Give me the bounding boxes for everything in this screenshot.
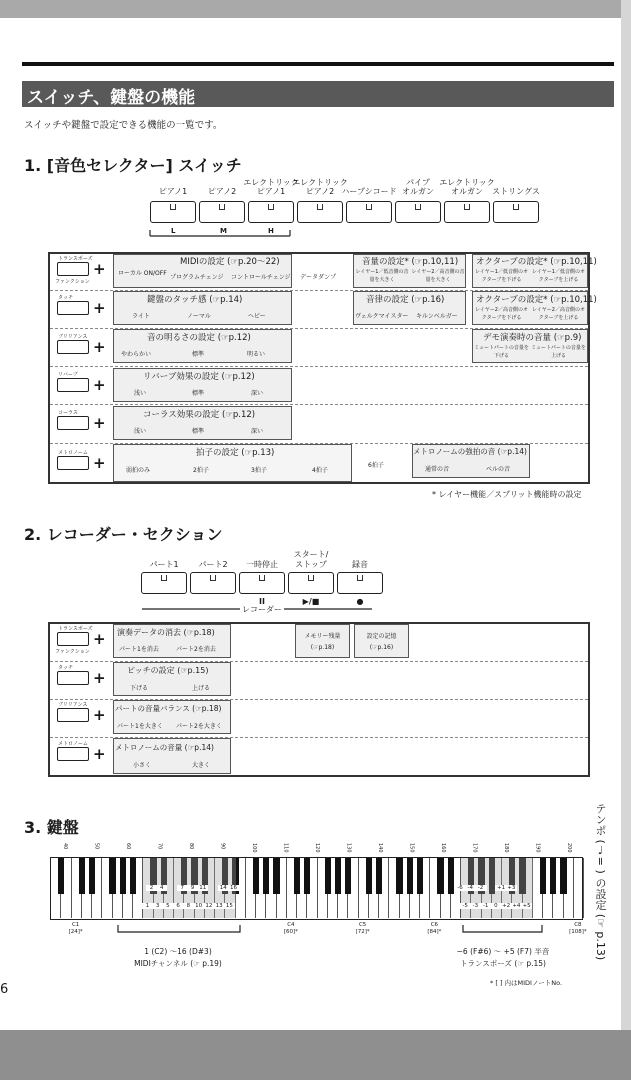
- button-label: ピアノ1: [256, 187, 286, 196]
- octave2-title: オクターブの設定* (☞p.10,11): [476, 295, 597, 305]
- tempo-caption: テンポ (♩= ) の設定 (☞ p.13): [594, 803, 607, 961]
- beat-4: 4拍子: [312, 467, 328, 474]
- button-label: オルガン: [402, 187, 434, 196]
- balance-part1: パート1を大きく: [117, 723, 163, 730]
- midi-white-number: 10: [195, 903, 203, 909]
- plus-sign: +: [93, 338, 106, 356]
- tempo-number: 180: [503, 843, 509, 853]
- beat-2: 2拍子: [193, 467, 209, 474]
- s2-function-button[interactable]: [57, 632, 89, 646]
- transpose-white-number: -1: [481, 903, 491, 909]
- black-key[interactable]: [79, 858, 85, 894]
- bright-standard: 標準: [192, 351, 205, 358]
- octave2-down: レイヤー2／高音側のオクターブを下げる: [475, 307, 528, 321]
- button-label-top: パイプ: [406, 178, 430, 187]
- chorus-standard: 標準: [192, 428, 205, 435]
- rec-button-label: 一時停止: [246, 560, 278, 569]
- tempo-number: 130: [345, 843, 352, 853]
- s2-side-label-bottom: ファンクション: [55, 649, 90, 655]
- chorus-deep: 深い: [251, 428, 264, 435]
- erase-title: 演奏データの消去 (☞p.18): [117, 628, 215, 637]
- mvol-down: 小さく: [133, 762, 152, 769]
- demo-down: ミュートパートの音量を下げる: [474, 345, 529, 359]
- transpose-white-number: +4: [512, 903, 521, 909]
- recorder-label: レコーダー: [242, 605, 282, 614]
- s1-side-label: タッチ: [58, 295, 74, 301]
- transpose-black-number: -4: [464, 885, 476, 891]
- plus-sign: +: [93, 630, 106, 648]
- black-key[interactable]: [345, 858, 351, 894]
- balance-title: パートの音量バランス (☞p.18): [115, 704, 222, 713]
- midi-caption-2: MIDIチャンネル (☞ p.19): [134, 959, 222, 968]
- transpose-black-number: -2: [474, 885, 486, 891]
- octave-midi-label: [24]*: [68, 929, 83, 935]
- octave-note-label: C6: [430, 922, 439, 928]
- memory-group: [295, 624, 350, 658]
- octave-midi-label: [60]*: [283, 929, 298, 935]
- button-label: ハープシコード: [341, 187, 397, 196]
- button-label: ピアノ1: [158, 187, 188, 196]
- touch-normal: ノーマル: [187, 313, 211, 320]
- midi-black-number: 2: [146, 885, 156, 891]
- metro-normal: 通常の音: [425, 466, 450, 473]
- plus-sign: +: [93, 745, 106, 763]
- recorder-button-4[interactable]: [288, 572, 334, 594]
- s1-function-button[interactable]: [57, 301, 89, 315]
- octave1-title: オクターブの設定* (☞p.10,11): [476, 257, 597, 267]
- rec-button-label: ストップ: [295, 560, 327, 569]
- s1-function-button[interactable]: [57, 340, 89, 354]
- beat-3: 3拍子: [251, 467, 267, 474]
- bottom-bar: [0, 1030, 631, 1080]
- s1-side-label: コーラス: [58, 410, 78, 416]
- midi-white-number: 8: [183, 903, 193, 909]
- transpose-white-number: +2: [502, 903, 511, 909]
- rec-button-label: 録音: [352, 560, 368, 569]
- reverb-title: リバーブ効果の設定 (☞p.12): [143, 372, 255, 382]
- s2-side-label: メトロノーム: [58, 741, 88, 747]
- midi-black-number: 16: [230, 885, 238, 891]
- plus-sign: +: [93, 669, 106, 687]
- black-key[interactable]: [253, 858, 259, 894]
- white-key[interactable]: [574, 858, 584, 918]
- lmh-l: L: [171, 227, 176, 235]
- tempo-number: 170: [471, 843, 478, 853]
- transpose-black-number: +3: [505, 885, 517, 891]
- beat-weak: 弱拍のみ: [126, 467, 151, 474]
- black-key[interactable]: [89, 858, 95, 894]
- tempo-number: 50: [93, 843, 100, 850]
- chorus-title: コーラス効果の設定 (☞p.12): [143, 410, 256, 420]
- midi-title: MIDIの設定 (☞p.20〜22): [180, 257, 280, 267]
- balance-part2: パート2を大きく: [176, 723, 222, 730]
- midi-white-number: 12: [205, 903, 213, 909]
- beat-6: 6拍子: [368, 462, 384, 469]
- recorder-symbol: II: [259, 597, 265, 606]
- intro-text: スイッチや鍵盤で設定できる機能の一覧です。: [24, 120, 223, 131]
- s2-side-label: ブリリアンス: [58, 702, 88, 708]
- tempo-number: 90: [219, 843, 226, 850]
- octave2-up: レイヤー2／高音側のオクターブを上げる: [532, 307, 585, 321]
- transpose-caption-2: トランスポーズ (☞ p.15): [460, 959, 546, 968]
- midi-caption-1: 1 (C2) 〜16 (D#3): [144, 947, 212, 956]
- black-key[interactable]: [417, 858, 423, 894]
- s1-function-button[interactable]: [57, 378, 89, 392]
- octave-midi-label: [72]*: [355, 929, 370, 935]
- voice-button-2[interactable]: [199, 201, 245, 223]
- keyboard-brackets: [0, 920, 631, 940]
- s2-function-button[interactable]: [57, 747, 89, 761]
- black-key[interactable]: [335, 858, 341, 894]
- section1-heading: 1. [音色セレクター] スイッチ: [24, 156, 242, 175]
- button-label-top: エレクトリック: [243, 178, 299, 187]
- s1-side-label-bottom: ファンクション: [55, 279, 90, 285]
- button-label: ストリングス: [492, 187, 540, 196]
- s2-side-label: トランスポーズ: [58, 626, 93, 632]
- erase-part1: パート1を消去: [119, 646, 159, 653]
- recorder-button-5[interactable]: [337, 572, 383, 594]
- voice-button-1[interactable]: [150, 201, 196, 223]
- metronome-volume-title: メトロノームの音量 (☞p.14): [115, 743, 214, 752]
- octave-note-label: C8: [574, 922, 582, 928]
- page-number: 6: [0, 982, 9, 997]
- octave-midi-label: [108]*: [569, 929, 587, 935]
- temper-kirnberger: キルンベルガー: [416, 313, 458, 320]
- midi-black-number: 14: [219, 885, 227, 891]
- s1-function-button[interactable]: [57, 416, 89, 430]
- button-label-top: エレクトリック: [439, 178, 495, 187]
- octave1-up: レイヤー1／低音側のオクターブを上げる: [532, 269, 585, 283]
- s1-side-label: メトロノーム: [58, 450, 88, 456]
- lmh-m: M: [220, 227, 227, 235]
- volume-layer1: レイヤー1／低音側の音量を大きく: [355, 269, 409, 283]
- beat-title: 拍子の設定 (☞p.13): [196, 448, 275, 458]
- temperament-title: 音律の設定 (☞p.16): [366, 295, 445, 305]
- button-label: オルガン: [451, 187, 483, 196]
- transpose-white-number: +5: [522, 903, 531, 909]
- octave-note-label: C5: [358, 922, 367, 928]
- voice-button-6[interactable]: [395, 201, 441, 223]
- s2-function-button[interactable]: [57, 708, 89, 722]
- demo-up: ミュートパートの音量を上げる: [531, 345, 586, 359]
- memory-ref: (☞p.18): [310, 644, 335, 651]
- voice-button-8[interactable]: [493, 201, 539, 223]
- section3-footnote: * [ ] 内はMIDIノートNo.: [490, 979, 563, 987]
- store-group: [354, 624, 409, 658]
- midi-black-number: 4: [157, 885, 167, 891]
- black-key[interactable]: [376, 858, 382, 894]
- touch-light: ライト: [132, 313, 150, 320]
- black-key[interactable]: [120, 858, 126, 894]
- s1-function-button[interactable]: [57, 456, 89, 470]
- transpose-black-number: +1: [495, 885, 507, 891]
- reverb-deep: 深い: [251, 390, 264, 397]
- lmh-h: H: [268, 227, 274, 235]
- recorder-button-3[interactable]: [239, 572, 285, 594]
- midi-white-number: 5: [163, 903, 173, 909]
- tempo-number: 70: [156, 843, 163, 850]
- rec-button-label: パート2: [198, 560, 228, 569]
- section3-heading: 3. 鍵盤: [24, 818, 79, 837]
- midi-black-number: 11: [199, 885, 207, 891]
- black-key[interactable]: [437, 858, 443, 894]
- voice-button-4[interactable]: [297, 201, 343, 223]
- touch-title: 鍵盤のタッチ感 (☞p.14): [147, 295, 243, 305]
- transpose-white-number: 0: [491, 903, 501, 909]
- page-title: スイッチ、鍵盤の機能: [27, 88, 196, 108]
- pitch-up: 上げる: [192, 685, 211, 692]
- touch-heavy: ヘビー: [248, 313, 266, 320]
- midi-control: コントロールチェンジ: [231, 274, 291, 281]
- erase-part2: パート2を消去: [176, 646, 216, 653]
- black-key[interactable]: [130, 858, 136, 894]
- midi-black-number: 9: [187, 885, 197, 891]
- chorus-shallow: 浅い: [134, 428, 147, 435]
- octave-note-label: C4: [287, 922, 295, 928]
- midi-white-number: 6: [173, 903, 183, 909]
- voice-button-7[interactable]: [444, 201, 490, 223]
- octave-note-label: C1: [71, 922, 80, 928]
- rec-button-label: パート1: [149, 560, 179, 569]
- black-key[interactable]: [396, 858, 402, 894]
- rec-button-label-top: スタート/: [293, 550, 329, 559]
- recorder-button-1[interactable]: [141, 572, 187, 594]
- recorder-button-2[interactable]: [190, 572, 236, 594]
- midi-white-number: 13: [215, 903, 223, 909]
- tempo-number: 200: [566, 843, 572, 853]
- volume-layer2: レイヤー2／高音側の音量を大きく: [411, 269, 465, 283]
- s1-function-button[interactable]: [57, 262, 89, 276]
- black-key[interactable]: [560, 858, 566, 894]
- button-label: ピアノ2: [207, 187, 237, 196]
- store-title: 設定の記憶: [366, 633, 397, 640]
- temper-werckmeister: ヴェルクマイスター: [355, 313, 409, 320]
- tempo-number: 190: [534, 843, 541, 853]
- transpose-caption-1: −6 (F#6) 〜 +5 (F7) 半音: [456, 947, 550, 956]
- tempo-number: 150: [408, 843, 415, 853]
- bright-soft: やわらかい: [121, 351, 152, 358]
- pitch-down: 下げる: [130, 685, 149, 692]
- pitch-title: ピッチの設定 (☞p.15): [127, 666, 209, 675]
- button-label-top: エレクトリック: [292, 178, 348, 187]
- data-dump: データダンプ: [300, 274, 337, 281]
- midi-white-number: 1: [142, 903, 152, 909]
- s1-side-label: リバーブ: [58, 372, 78, 378]
- transpose-white-number: -3: [470, 903, 480, 909]
- black-key[interactable]: [304, 858, 310, 894]
- midi-white-number: 3: [153, 903, 163, 909]
- metro-bell: ベルの音: [486, 466, 511, 473]
- s1-side-label: ブリリアンス: [58, 334, 88, 340]
- tempo-number: 140: [377, 843, 383, 853]
- mvol-up: 大きく: [192, 762, 211, 769]
- midi-black-number: 7: [177, 885, 187, 891]
- recorder-symbol: ●: [356, 597, 364, 606]
- tempo-number: 120: [314, 843, 320, 853]
- midi-bracket: [118, 925, 240, 932]
- memory-title: メモリー残量: [304, 633, 341, 640]
- demo-title: デモ演奏時の音量 (☞p.9): [483, 333, 582, 343]
- s1-side-label: トランスポーズ: [58, 256, 93, 262]
- recorder-symbol: ▶/■: [302, 597, 320, 606]
- tempo-number: 100: [251, 843, 257, 853]
- brightness-title: 音の明るさの設定 (☞p.12): [147, 333, 251, 343]
- s2-function-button[interactable]: [57, 671, 89, 685]
- black-key[interactable]: [407, 858, 413, 894]
- section1-footnote: * レイヤー機能／スプリット機能時の設定: [432, 490, 582, 499]
- tempo-number: 80: [188, 843, 194, 850]
- midi-local: ローカル ON/OFF: [118, 270, 167, 277]
- black-key[interactable]: [550, 858, 556, 894]
- metronome-accent-title: メトロノームの強拍の音 (☞p.14): [413, 447, 527, 456]
- reverb-shallow: 浅い: [134, 390, 147, 397]
- black-key[interactable]: [366, 858, 372, 894]
- voice-button-5[interactable]: [346, 201, 392, 223]
- midi-program: プログラムチェンジ: [170, 274, 224, 281]
- black-key[interactable]: [448, 858, 454, 894]
- black-key[interactable]: [109, 858, 115, 894]
- s2-side-label: タッチ: [58, 665, 74, 671]
- plus-sign: +: [93, 706, 106, 724]
- plus-sign: +: [93, 376, 106, 394]
- voice-button-3[interactable]: [248, 201, 294, 223]
- plus-sign: +: [93, 299, 106, 317]
- tempo-number: 40: [62, 843, 68, 850]
- tempo-number: 160: [440, 843, 446, 853]
- plus-sign: +: [93, 260, 106, 278]
- black-key[interactable]: [58, 858, 64, 894]
- black-key[interactable]: [325, 858, 331, 894]
- reverb-standard: 標準: [192, 390, 205, 397]
- button-label: ピアノ2: [305, 187, 335, 196]
- section2-heading: 2. レコーダー・セクション: [24, 525, 223, 544]
- midi-white-number: 15: [225, 903, 233, 909]
- bright-bright: 明るい: [247, 351, 266, 358]
- volume-title: 音量の設定* (☞p.10,11): [362, 257, 459, 267]
- black-key[interactable]: [263, 858, 269, 894]
- black-key[interactable]: [273, 858, 279, 894]
- octave1-down: レイヤー1／低音側のオクターブを下げる: [475, 269, 528, 283]
- black-key[interactable]: [540, 858, 546, 894]
- octave-midi-label: [84]*: [427, 929, 442, 935]
- transpose-white-number: -5: [460, 903, 470, 909]
- tempo-number: 60: [125, 843, 131, 850]
- plus-sign: +: [93, 414, 106, 432]
- black-key[interactable]: [294, 858, 300, 894]
- plus-sign: +: [93, 454, 106, 472]
- store-ref: (☞p.16): [369, 644, 394, 651]
- transpose-black-number: -6: [454, 885, 466, 891]
- transpose-bracket: [463, 925, 542, 932]
- tempo-number: 110: [282, 843, 289, 853]
